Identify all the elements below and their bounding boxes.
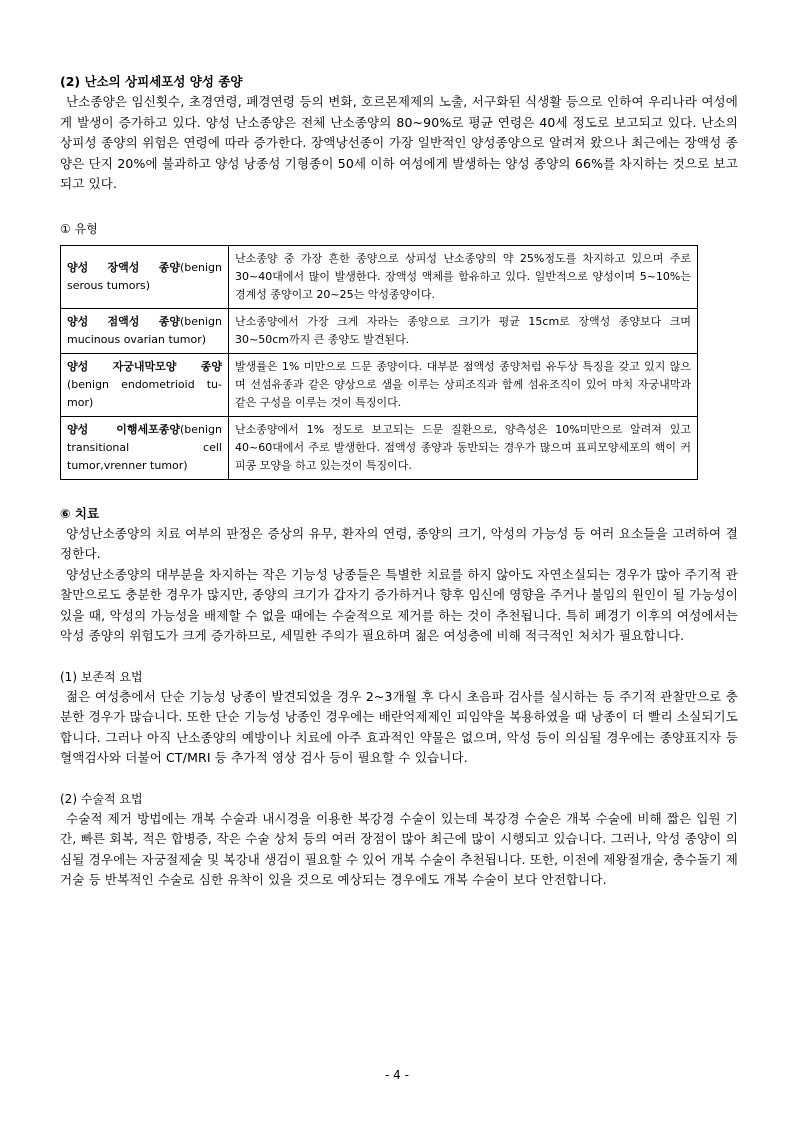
tumor-description-cell: 난소종양 중 가장 흔한 종양으로 상피성 난소종양의 약 25%정도를 차지하고 있으며 주로 30~40대에서 많이 발생한다. 장액성 액체를 함유하고 있다. 일반적으로 양성이며 5~10%는 경계성 종양이고 20~25는 악성종양이다. bbox=[229, 245, 698, 308]
section-title: (2) 난소의 상피세포성 양성 종양 bbox=[60, 74, 243, 89]
tumor-name-english: (benign endometrioid tu-mor) bbox=[67, 377, 222, 409]
table-row bbox=[61, 308, 698, 353]
table-row bbox=[61, 353, 698, 416]
tumor-name-english: (benign serous tumors) bbox=[67, 260, 222, 292]
page-number: - 4 - bbox=[385, 1068, 409, 1082]
treatment-paragraph-1: 양성난소종양의 치료 여부의 판정은 증상의 유무, 환자의 연령, 종양의 크기, 악성의 가능성 등 여러 요소들을 고려하여 결정한다. bbox=[60, 525, 738, 561]
tumor-name-english: (benign mucinous ovarian tumor) bbox=[67, 314, 222, 346]
tumor-name-cell bbox=[61, 308, 229, 353]
tumor-name-cell bbox=[61, 416, 229, 479]
tumor-name-cell bbox=[61, 245, 229, 308]
surgical-heading: (2) 수술적 요법 bbox=[60, 791, 143, 806]
table-row bbox=[61, 416, 698, 479]
document-body bbox=[60, 72, 738, 891]
conservative-paragraph: 젊은 여성층에서 단순 기능성 낭종이 발견되었을 경우 2~3개월 후 다시 초음파 검사를 실시하는 등 주기적 관찰만으로 충분한 경우가 많습니다. 또한 단순 기능성 낭종인 경우에는 배란억제제인 피임약을 복용하였을 때 낭종이 더 빨리 소실되기도 합니다. 그러나 아직 난소종양의 예방이나 치료에 아주 효과적인 약물은 없으며, 악성 등이 의심될 경우에는 종양표지자 등 혈액검사와 더불어 CT/MRI 등 추가적 영상 검사 등이 필요할 수 있습니다. bbox=[60, 688, 738, 765]
conservative-heading: (1) 보존적 요법 bbox=[60, 669, 143, 684]
tumor-name-bold: 양성 장액성 종양 bbox=[67, 260, 180, 274]
tumor-description-cell: 발생률은 1% 미만으로 드문 종양이다. 대부분 점액성 종양처럼 유두상 특징을 갖고 있지 않으며 선섬유종과 같은 양상으로 샘을 이루는 상피조직과 함께 섬유조직이 있어 마치 자궁내막과 같은 구성을 이루는 것이 특징이다. bbox=[229, 353, 698, 416]
table-row bbox=[61, 245, 698, 308]
treatment-heading: ⑥ 치료 bbox=[60, 505, 100, 521]
surgical-paragraph: 수술적 제거 방법에는 개복 수술과 내시경을 이용한 복강경 수술이 있는데 복강경 수술은 개복 수술에 비해 짧은 입원 기간, 빠른 회복, 적은 합병증, 작은 수술 상처 등의 여러 장점이 많아 최근에 많이 시행되고 있습니다. 그러나, 악성 종양이 의심될 경우에는 자궁절제술 및 복강내 생검이 필요할 수 있어 개복 수술이 추천됩니다. 또한, 이전에 제왕절개술, 충수돌기 제거술 등 반복적인 수술로 심한 유착이 있을 것으로 예상되는 경우에도 개복 수술이 보다 안전합니다. bbox=[60, 810, 738, 887]
tumor-name-english: (benign transitional cell tumor,vrenner tumor) bbox=[67, 422, 222, 472]
tumor-name-bold: 양성 점액성 종양 bbox=[67, 314, 180, 328]
tumor-description-cell: 난소종양에서 가장 크게 자라는 종양으로 크기가 평균 15cm로 장액성 종양보다 크며 30~50cm까지 큰 종양도 발견된다. bbox=[229, 308, 698, 353]
types-heading: ① 유형 bbox=[60, 221, 98, 236]
tumor-name-bold: 양성 자궁내막모양 종양 bbox=[67, 359, 222, 373]
intro-paragraph: 난소종양은 임신횟수, 초경연령, 폐경연령 등의 변화, 호르몬제제의 노출, 서구화된 식생활 등으로 인하여 우리나라 여성에게 발생이 증가하고 있다. 양성 난소종양은 전체 난소종양의 80~90%로 평균 연령은 40세 정도로 보고되고 있다. 난소의 상피성 종양의 위험은 연령에 따라 증가한다. 장액낭선종이 가장 일반적인 양성종양으로 알려져 왔으나 최근에는 장액성 종양은 단지 20%에 불과하고 양성 낭종성 기형종이 50세 이하 여성에게 발생하는 양성 종양의 66%를 차지하는 것으로 보고되고 있다. bbox=[60, 94, 738, 191]
tumor-description-cell: 난소종양에서 1% 정도로 보고되는 드문 질환으로, 양측성은 10%미만으로 알려져 있고 40~60대에서 주로 발생한다. 점액성 종양과 동반되는 경우가 많으며 표피모양세포의 핵이 커피콩 모양을 하고 있는것이 특징이다. bbox=[229, 416, 698, 479]
treatment-paragraph-2: 양성난소종양의 대부분을 차지하는 작은 기능성 낭종들은 특별한 치료를 하지 않아도 자연소실되는 경우가 많아 주기적 관찰만으로도 충분한 경우가 많지만, 종양의 크기가 갑자기 증가하거나 향후 임신에 영향을 주거나 불임의 원인이 될 가능성이 있을 때, 악성의 가능성을 배제할 수 없을 때에는 수술적으로 제거를 하는 것이 추천됩니다. 특히 폐경기 이후의 여성에서는 악성 종양의 위험도가 크게 증가하므로, 세밀한 주의가 필요하며 젊은 여성층에 비해 적극적인 처치가 필요합니다. bbox=[60, 566, 738, 643]
tumor-name-bold: 양성 이행세포종양 bbox=[67, 422, 180, 436]
tumor-types-table bbox=[60, 245, 698, 480]
tumor-name-cell bbox=[61, 353, 229, 416]
